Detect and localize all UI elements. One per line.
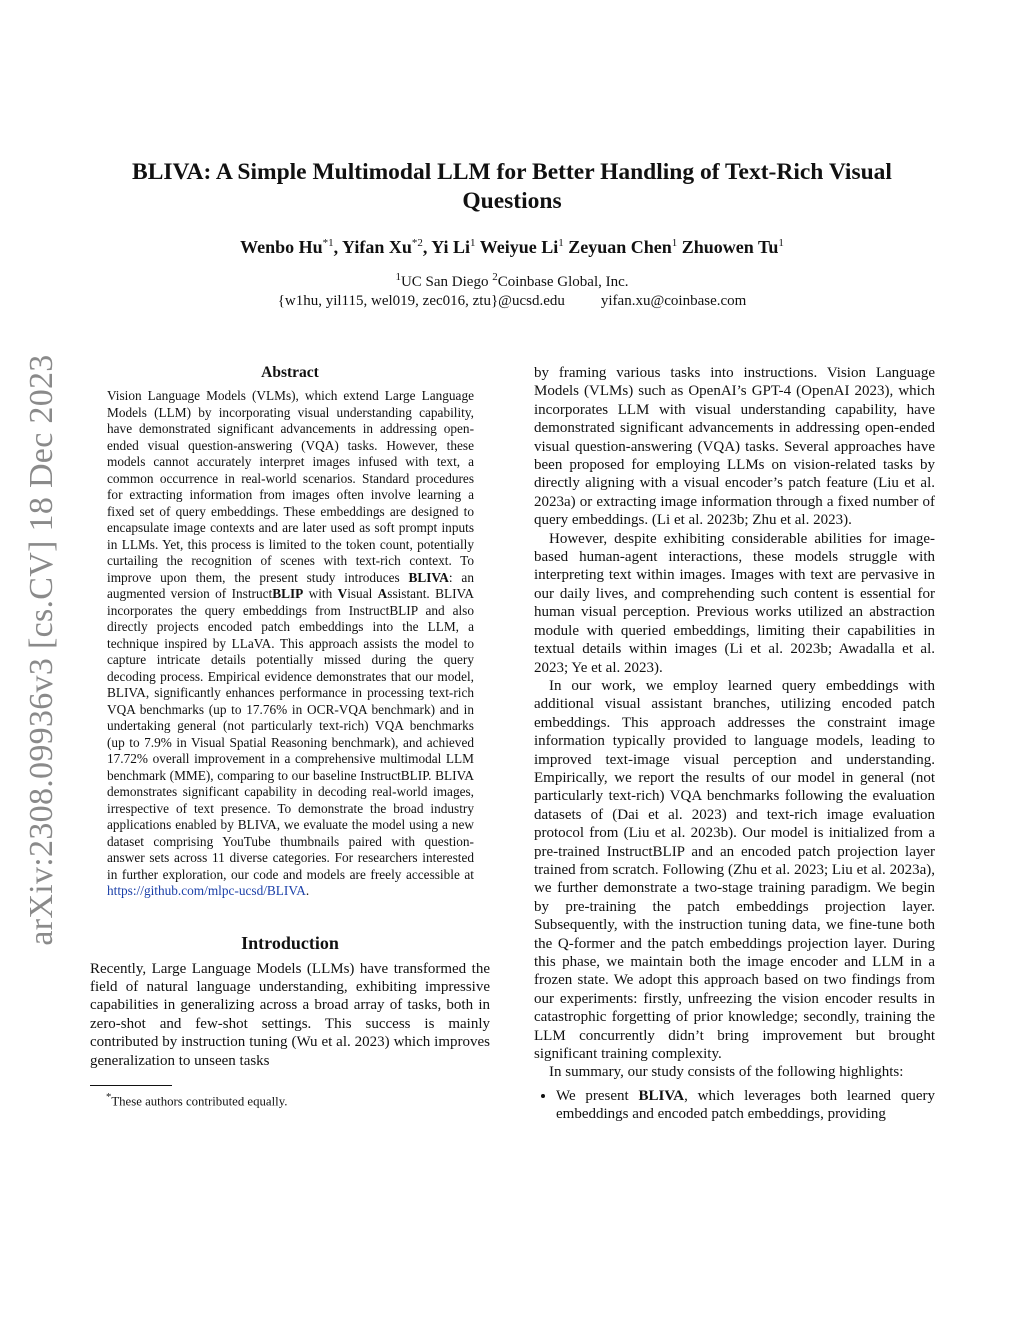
introduction-paragraph: In summary, our study consists of the following highlights:	[549, 1064, 904, 1081]
abstract-text: : an augmented version of Instruct	[107, 569, 474, 601]
affiliation-line	[100, 268, 924, 292]
footnote-text: These authors contributed equally.	[111, 1094, 288, 1109]
abstract-heading: Abstract	[261, 364, 319, 381]
left-column	[90, 364, 490, 1109]
arxiv-identifier: arXiv:2308.09936v3 [cs.CV] 18 Dec 2023	[23, 354, 60, 946]
abstract-text: isual	[347, 586, 378, 601]
author-name: Zhuowen Tu	[681, 237, 779, 257]
highlight-item	[556, 1087, 935, 1124]
author-affiliation-mark: *2	[411, 237, 423, 249]
email-line	[100, 292, 924, 311]
author-name: Weiyue Li	[479, 237, 559, 257]
highlight-text: , which leverages both learned query embeddings and encoded patch embeddings, providing	[556, 1087, 935, 1123]
author-separator: ,	[422, 237, 432, 257]
affiliation-name: UC San Diego	[400, 274, 489, 290]
author-separator: ,	[333, 237, 342, 257]
abstract-text: with	[303, 586, 338, 601]
footnote-rule	[90, 1085, 172, 1086]
author-name: Wenbo Hu	[240, 237, 323, 257]
author-affiliation-mark: 1	[470, 237, 476, 249]
github-link[interactable]: https://github.com/mlpc-ucsd/BLIVA	[107, 883, 306, 898]
paper-title: BLIVA: A Simple Multimodal LLM for Better Handling of Text-Rich Visual Questions	[132, 159, 892, 214]
author-affiliation-mark: *1	[322, 237, 334, 249]
highlights-list	[534, 1087, 935, 1124]
abstract-text: .	[305, 883, 310, 898]
arxiv-side-stamp	[14, 350, 70, 950]
abstract-a-letter: A	[377, 586, 388, 601]
introduction-paragraph: In our work, we employ learned query embeddings with additional visual assistant branches, utilizing encoded patch embeddings. This approach addresses the constraint image information typically provided to language models, leading to improved text-image visual perception and understanding. Empirically, we report the results of our model in general (not particularly text-rich) VQA benchmarks following the evaluation datasets of (Dai et al. 2023) and text-rich image evaluation protocol from (Liu et al. 2023b). Our model is initialized from a pre-trained InstructBLIP and an encoded patch projection layer trained from scratch. Following (Zhu et al. 2023; Liu et al. 2023a), we further demonstrate a two-stage training paradigm. We begin by pre-training the patch embeddings projection layer. Subsequently, with the instruction tuning data, we fine-tune both the Q-former and the patch embeddings projection layer. During this phase, we maintain both the image encoder and LLM in a frozen state. We adopt this approach based on two findings from our experiments: firstly, unfreezing the vision encoder results in catastrophic forgetting of prior knowledge; secondly, training the LLM concurrently didn’t bring improvement but brought significant training complexity.	[534, 677, 935, 1063]
highlight-text: We present	[556, 1087, 639, 1104]
abstract-blip-name: BLIP	[272, 586, 304, 601]
highlight-bliva-name: BLIVA	[638, 1087, 685, 1104]
affiliation-mark: 1	[395, 271, 401, 283]
introduction-paragraph: However, despite exhibiting considerable abilities for image-based human-agent interactions, these models struggle with interpreting text within images. Images with text are pervasive in our daily lives, and comprehending such content is essential for human visual perception. Previous works utilized an abstraction module with queried embeddings, limiting their capabilities in textual details within images (Li et al. 2023b; Awadalla et al. 2023; Ye et al. 2023).	[534, 530, 935, 676]
author-list	[100, 237, 924, 258]
author-affiliation-mark: 1	[558, 237, 564, 249]
introduction-heading: Introduction	[241, 932, 339, 953]
author-name: Zeyuan Chen	[568, 237, 672, 257]
introduction-paragraph: by framing various tasks into instructions. Vision Language Models (VLMs) such as OpenAI’s GPT-4 (OpenAI 2023), which incorporates LLM with visual understanding capability, have demonstrated significant advancements in addressing open-ended visual question-answering (VQA) tasks. Several approaches have been proposed for employing LLMs on vision-related tasks by directly aligning with a visual encoder’s patch feature (Liu et al. 2023a) or extracting image information through a fixed number of query embeddings. (Li et al. 2023b; Zhu et al. 2023).	[534, 365, 935, 529]
abstract-bliva-name: BLIVA	[408, 569, 449, 585]
abstract-body	[90, 388, 490, 900]
email-coinbase: yifan.xu@coinbase.com	[600, 293, 747, 309]
affiliations	[100, 268, 924, 311]
footnote-mark: *	[106, 1091, 112, 1103]
introduction-paragraph: Recently, Large Language Models (LLMs) have transformed the field of natural language understanding, exhibiting impressive capabilities in generalizing across a broad array of tasks, both in zero-shot and few-shot settings. This success is mainly contributed by instruction tuning (Wu et al. 2023) which improves generalization to unseen tasks	[90, 960, 490, 1069]
abstract-text: ssistant. BLIVA incorporates the query embeddings from InstructBLIP and also directly projects encoded patch embeddings into the LLM, a technique inspired by LLaVA. This approach assists the model to capture intricate details potentially missed during the query decoding process. Empirical evidence demonstrates that our model, BLIVA, significantly enhances performance in processing text-rich VQA benchmarks (up to 17.76% in OCR-VQA benchmark) and in undertaking general (not particularly text-rich) VQA benchmarks (up to 7.9% in Visual Spatial Reasoning benchmark), and achieved 17.72% overall improvement in a comprehensive multimodal LLM benchmark (MME), comparing to our baseline InstructBLIP. BLIVA demonstrates significant capability in decoding real-world images, irrespective of text presence. To demonstrate the broad industry applications enabled by BLIVA, we evaluate the model using a new dataset comprising YouTube thumbnails paired with question-answer sets across 11 diverse categories. For researchers interested in further exploration, our code and models are freely accessible at	[107, 586, 474, 882]
affiliation-name: Coinbase Global, Inc.	[497, 274, 629, 290]
affiliation-mark: 2	[492, 271, 498, 283]
author-affiliation-mark: 1	[671, 237, 678, 249]
footnote	[90, 1090, 490, 1109]
abstract-v-letter: V	[337, 586, 348, 601]
abstract-text: Vision Language Models (VLMs), which extend Large Language Models (LLM) by incorporating visual understanding capability, have demonstrated significant advancements in addressing open-ended visual question-answering (VQA) tasks. However, these models cannot accurately interpret images infused with text, a common occurrence in real-world scenarios. Standard procedures for extracting information from images often involve learning a fixed set of query embeddings. These embeddings are designed to encapsulate image contexts and are later used as soft prompt inputs in LLMs. Yet, this process is limited to the token count, potentially curtailing the recognition of scenes with text-rich context. To improve upon them, the present study introduces	[107, 388, 474, 585]
email-ucsd: {w1hu, yil115, wel019, zec016, ztu}@ucsd.edu	[277, 293, 565, 309]
author-name: Yifan Xu	[342, 237, 412, 257]
author-affiliation-mark: 1	[778, 237, 784, 249]
right-column	[534, 364, 935, 1124]
author-name: Yi Li	[431, 237, 471, 257]
